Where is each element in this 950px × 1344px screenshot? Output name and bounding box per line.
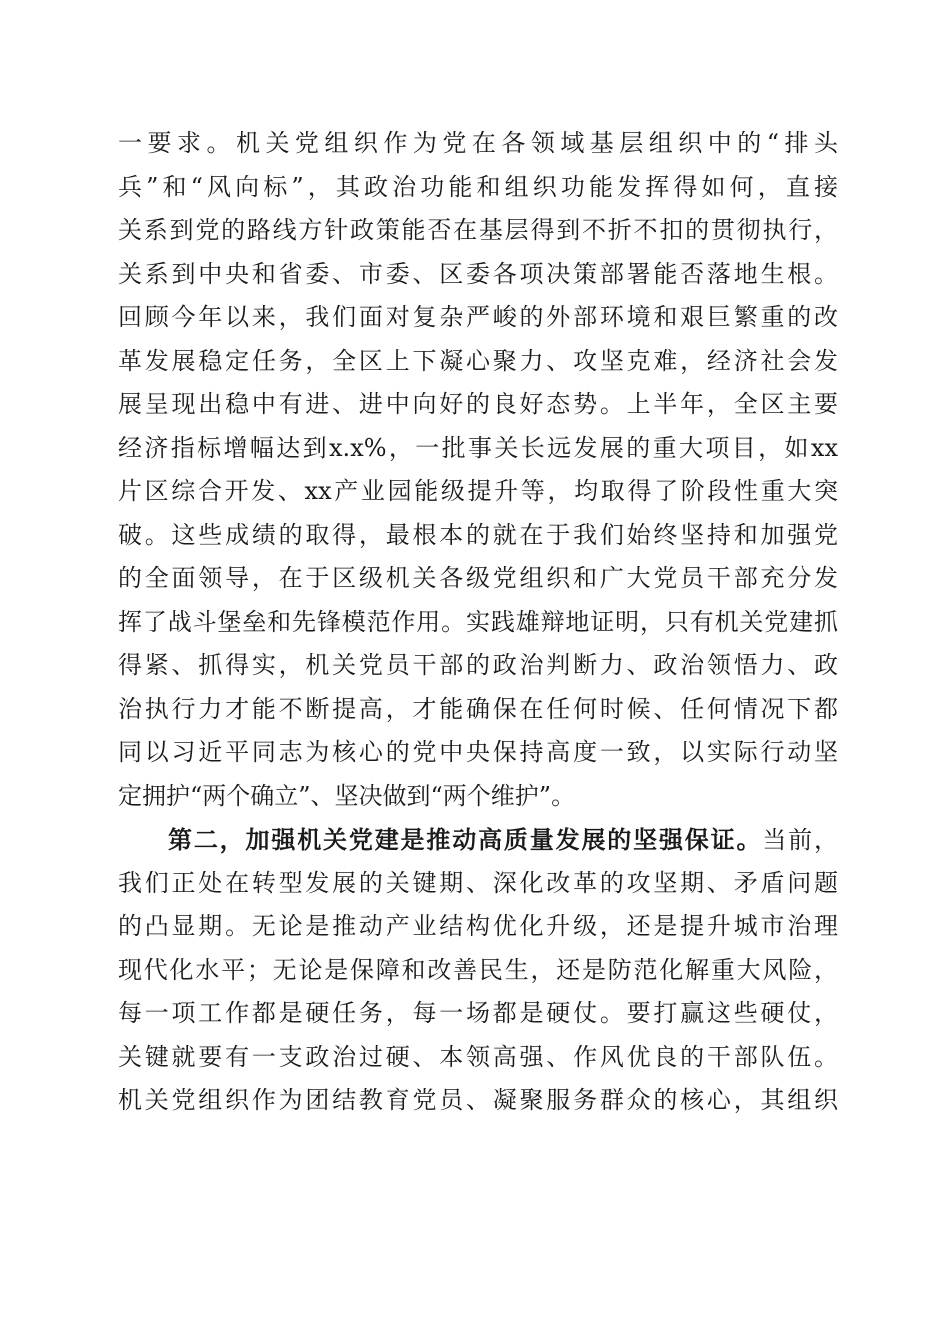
- document-body: [118, 122, 838, 1123]
- paragraph-1-line: 同以习近平同志为核心的党中央保持高度一致，以实际行动坚: [118, 738, 838, 766]
- paragraph-2-line: 的凸显期。无论是推动产业结构优化升级，还是提升城市治理: [118, 912, 838, 940]
- paragraph-1-line: 破。这些成绩的取得，最根本的就在于我们始终坚持和加强党: [118, 520, 838, 549]
- paragraph-1-line: 得紧、抓得实，机关党员干部的政治判断力、政治领悟力、政: [118, 651, 838, 679]
- paragraph-2-line: 现代化水平；无论是保障和改善民生，还是防范化解重大风险，: [118, 955, 838, 984]
- paragraph-1-line: 展呈现出稳中有进、进中向好的良好态势。上半年，全区主要: [118, 390, 838, 418]
- paragraph-2-first-line: [118, 818, 838, 862]
- paragraph-1-line: 关系到党的路线方针政策能否在基层得到不折不扣的贯彻执行，: [118, 216, 838, 244]
- paragraph-1-line: 一要求。机关党组织作为党在各领域基层组织中的“排头: [118, 129, 838, 157]
- paragraph-1-line: 经济指标增幅达到x.x%，一批事关长远发展的重大项目，如xx: [118, 433, 838, 462]
- paragraph-2: [118, 818, 838, 1123]
- paragraph-2-first-line-rest: 当前，: [762, 826, 839, 854]
- paragraph-1-line: 回顾今年以来，我们面对复杂严峻的外部环境和艰巨繁重的改: [118, 303, 838, 331]
- paragraph-1-line: 兵”和“风向标”，其政治功能和组织功能发挥得如何，直接: [118, 172, 838, 201]
- paragraph-1-line: 片区综合开发、xx产业园能级提升等，均取得了阶段性重大突: [118, 477, 838, 505]
- paragraph-2-line: 机关党组织作为团结教育党员、凝聚服务群众的核心，其组织: [118, 1086, 838, 1114]
- paragraph-1-line: 定拥护“两个确立”、坚决做到“两个维护”。: [118, 781, 576, 810]
- paragraph-2-heading: 第二，加强机关党建是推动高质量发展的坚强保证。: [168, 825, 763, 854]
- paragraph-1-line: 挥了战斗堡垒和先锋模范作用。实践雄辩地证明，只有机关党建抓: [118, 607, 838, 636]
- paragraph-2-line: 关键就要有一支政治过硬、本领高强、作风优良的干部队伍。: [118, 1042, 838, 1071]
- paragraph-1-line: 的全面领导，在于区级机关各级党组织和广大党员干部充分发: [118, 564, 838, 592]
- paragraph-2-line: 我们正处在转型发展的关键期、深化改革的攻坚期、矛盾问题: [118, 868, 838, 897]
- paragraph-2-line: 每一项工作都是硬任务，每一场都是硬仗。要打赢这些硬仗，: [118, 999, 838, 1027]
- paragraph-1: [118, 122, 838, 818]
- paragraph-1-line: 治执行力才能不断提高，才能确保在任何时候、任何情况下都: [118, 694, 838, 723]
- paragraph-1-line: 革发展稳定任务，全区上下凝心聚力、攻坚克难，经济社会发: [118, 346, 838, 375]
- paragraph-1-line: 关系到中央和省委、市委、区委各项决策部署能否落地生根。: [118, 259, 838, 288]
